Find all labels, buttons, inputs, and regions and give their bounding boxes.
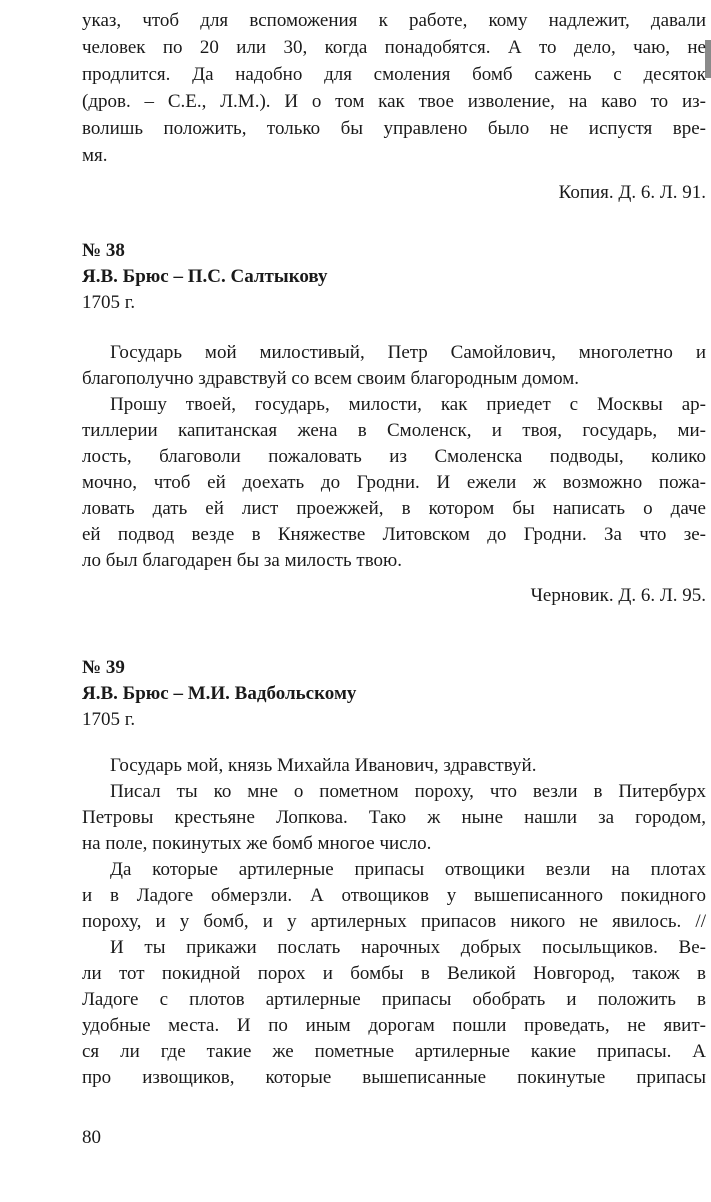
document-number: № 38 bbox=[82, 240, 125, 261]
text-line: ло был благодарен бы за милость твою. bbox=[82, 550, 402, 571]
source-note: Черновик. Д. 6. Л. 95. bbox=[530, 585, 706, 606]
text-line: лость, благоволи пожаловать из Смоленска подводы, колико bbox=[82, 446, 706, 467]
text-line: человек по 20 или 30, когда понадобятся. А то дело, чаю, не bbox=[82, 37, 706, 58]
text-line: про извощиков, которые вышеписанные покинутые припасы bbox=[82, 1067, 706, 1088]
document-title: Я.В. Брюс – П.С. Салтыкову bbox=[82, 266, 328, 287]
text-line: указ, чтоб для вспоможения к работе, кому надлежит, давали bbox=[82, 10, 706, 31]
text-line: ей подвод везде в Княжестве Литовском до Гродни. За что зе- bbox=[82, 524, 706, 545]
text-line: продлится. Да надобно для смоления бомб сажень с десяток bbox=[82, 64, 706, 85]
text-line: ли тот покидной порох и бомбы в Великой Новгород, також в bbox=[82, 963, 706, 984]
text-line: И ты прикажи послать нарочных добрых посыльщиков. Ве- bbox=[110, 937, 706, 958]
text-line: Петровы крестьяне Лопкова. Тако ж ныне нашли за городом, bbox=[82, 807, 706, 828]
text-line: на поле, покинутых же бомб многое число. bbox=[82, 833, 432, 854]
text-line: пороху, и у бомб, и у артилерных припасов никого не явилось. // bbox=[82, 911, 706, 932]
text-line: (дров. – С.Е., Л.М.). И о том как твое изволение, на каво то из- bbox=[82, 91, 706, 112]
text-line: тиллерии капитанская жена в Смоленск, и твоя, государь, ми- bbox=[82, 420, 706, 441]
source-note: Копия. Д. 6. Л. 91. bbox=[558, 182, 706, 203]
text-line: благополучно здравствуй со всем своим благородным домом. bbox=[82, 368, 580, 389]
text-line: и в Ладоге обмерзли. А отвощиков у вышеписанного покидного bbox=[82, 885, 706, 906]
text-line: Ладоге с плотов артилерные припасы обобрать и положить в bbox=[82, 989, 706, 1010]
text-line: мочно, чтоб ей доехать до Гродни. И ежели ж возможно пожа- bbox=[82, 472, 706, 493]
text-line: Да которые артилерные припасы отвощики везли на плотах bbox=[110, 859, 706, 880]
text-line: ся ли где такие же пометные артилерные какие припасы. А bbox=[82, 1041, 706, 1062]
text-line: волишь положить, только бы управлено было не испустя вре- bbox=[82, 118, 706, 139]
text-line: Государь мой, князь Михайла Иванович, здравствуй. bbox=[110, 755, 537, 776]
text-line: Государь мой милостивый, Петр Самойлович, многолетно и bbox=[110, 342, 706, 363]
document-number: № 39 bbox=[82, 657, 125, 678]
text-line: Писал ты ко мне о пометном пороху, что везли в Питербурх bbox=[110, 781, 706, 802]
text-line: удобные места. И по иным дорогам пошли проведать, не явит- bbox=[82, 1015, 706, 1036]
text-line: ловать дать ей лист проежжей, в котором бы написать о даче bbox=[82, 498, 706, 519]
page-number: 80 bbox=[82, 1127, 101, 1148]
text-line: мя. bbox=[82, 145, 108, 166]
text-line: Прошу твоей, государь, милости, как приедет с Москвы ар- bbox=[110, 394, 706, 415]
document-title: Я.В. Брюс – М.И. Вадбольскому bbox=[82, 683, 357, 704]
document-date: 1705 г. bbox=[82, 292, 136, 313]
document-date: 1705 г. bbox=[82, 709, 136, 730]
